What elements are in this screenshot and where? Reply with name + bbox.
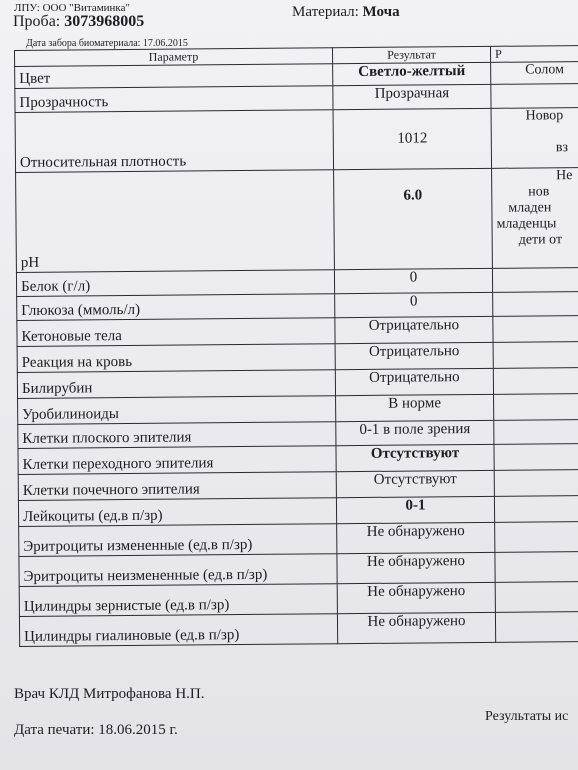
reference-line: Солом bbox=[525, 62, 564, 78]
results-note: Результаты ис bbox=[485, 709, 569, 724]
reference-cell bbox=[494, 393, 578, 420]
parameter-cell: Относительная плотность bbox=[15, 110, 334, 173]
reference-line: нов bbox=[528, 184, 550, 200]
parameter-cell: Клетки почечного эпителия bbox=[18, 472, 336, 501]
lab-name: ЛПУ: ООО "Витаминка" bbox=[14, 2, 130, 14]
results-table bbox=[14, 45, 578, 647]
table-row bbox=[15, 107, 578, 172]
reference-line: дети от bbox=[518, 232, 563, 248]
result-cell: Отрицательно bbox=[335, 342, 493, 369]
table-row bbox=[16, 167, 578, 272]
result-cell: 0 bbox=[335, 292, 493, 317]
parameter-cell: Кетоновые тела bbox=[17, 318, 335, 347]
parameter-cell: Реакция на кровь bbox=[17, 344, 335, 373]
table-row bbox=[19, 611, 578, 646]
column-header-reference: Р bbox=[490, 45, 578, 62]
result-cell: Не обнаружено bbox=[337, 522, 495, 553]
result-cell: Отсутствуют bbox=[336, 444, 494, 471]
column-header-parameter: Параметр bbox=[15, 48, 333, 67]
parameter-cell: Клетки переходного эпителия bbox=[18, 446, 336, 475]
result-cell: Отрицательно bbox=[335, 368, 493, 395]
reference-cell bbox=[492, 167, 578, 268]
material-value: Моча bbox=[362, 4, 400, 20]
reference-cell bbox=[494, 419, 578, 444]
reference-cell bbox=[494, 495, 578, 522]
reference-cell bbox=[493, 315, 578, 342]
reference-cell bbox=[493, 367, 578, 394]
parameter-cell: Цилиндры гиалиновые (ед.в п/зр) bbox=[19, 614, 337, 647]
result-cell: 1012 bbox=[333, 108, 492, 169]
reference-cell bbox=[492, 267, 578, 292]
parameter-cell: pH bbox=[16, 170, 335, 273]
parameter-cell: Эритроциты измененные (ед.в п/зр) bbox=[19, 524, 337, 557]
reference-line: вз bbox=[555, 140, 569, 156]
table-row bbox=[19, 551, 578, 586]
reference-cell bbox=[493, 341, 578, 368]
reference-cell bbox=[493, 291, 578, 316]
sample-label: Проба: bbox=[13, 13, 61, 30]
result-cell: В норме bbox=[336, 394, 494, 421]
parameter-cell: Лейкоциты (ед.в п/зр) bbox=[18, 498, 336, 527]
result-cell: Отрицательно bbox=[335, 316, 493, 343]
reference-cell bbox=[491, 61, 578, 84]
reference-line: младен bbox=[508, 200, 552, 216]
material bbox=[292, 4, 400, 21]
result-cell: 0-1 bbox=[336, 496, 494, 523]
result-cell: Не обнаружено bbox=[337, 612, 495, 643]
parameter-cell: Белок (г/л) bbox=[16, 270, 334, 297]
parameter-cell: Билирубин bbox=[17, 370, 335, 399]
parameter-cell: Прозрачность bbox=[15, 86, 333, 113]
parameter-cell: Глюкоза (ммоль/л) bbox=[17, 294, 335, 321]
reference-cell bbox=[491, 107, 578, 168]
reference-line: Новор bbox=[525, 108, 564, 124]
result-cell: Отсутствуют bbox=[336, 470, 494, 497]
reference-cell bbox=[491, 83, 578, 108]
collection-date: Дата забора биоматериала: 17.06.2015 bbox=[26, 38, 188, 49]
parameter-cell: Уробилиноиды bbox=[18, 396, 336, 425]
material-label: Материал: bbox=[292, 4, 359, 20]
table-row bbox=[19, 521, 578, 556]
sample-value: 3073968005 bbox=[64, 13, 145, 30]
parameter-cell: Цилиндры зернистые (ед.в п/зр) bbox=[19, 584, 337, 617]
reference-line bbox=[496, 124, 578, 141]
parameter-cell: Клетки плоского эпителия bbox=[18, 422, 336, 449]
column-header-result: Результат bbox=[332, 46, 490, 63]
doctor-signature: Врач КЛД Митрофанова Н.П. bbox=[14, 686, 205, 702]
reference-cell bbox=[495, 611, 578, 642]
reference-cell bbox=[495, 581, 578, 612]
result-cell: Светло-желтый bbox=[333, 62, 491, 85]
sample-number bbox=[13, 13, 144, 31]
print-date: Дата печати: 18.06.2015 г. bbox=[14, 722, 178, 738]
reference-line: младенцы bbox=[496, 216, 557, 232]
reference-cell bbox=[495, 521, 578, 552]
reference-line: Не bbox=[556, 168, 573, 184]
result-cell: Не обнаружено bbox=[337, 552, 495, 583]
result-cell: 0-1 в поле зрения bbox=[336, 420, 494, 445]
result-cell: 6.0 bbox=[334, 168, 493, 269]
reference-cell bbox=[494, 443, 578, 470]
parameter-cell: Цвет bbox=[15, 64, 333, 89]
result-cell: 0 bbox=[334, 268, 492, 293]
reference-cell bbox=[495, 551, 578, 582]
result-cell: Не обнаружено bbox=[337, 582, 495, 613]
parameter-cell: Эритроциты неизмененные (ед.в п/зр) bbox=[19, 554, 337, 587]
result-cell: Прозрачная bbox=[333, 84, 491, 109]
table-row bbox=[19, 581, 578, 616]
reference-cell bbox=[494, 469, 578, 496]
